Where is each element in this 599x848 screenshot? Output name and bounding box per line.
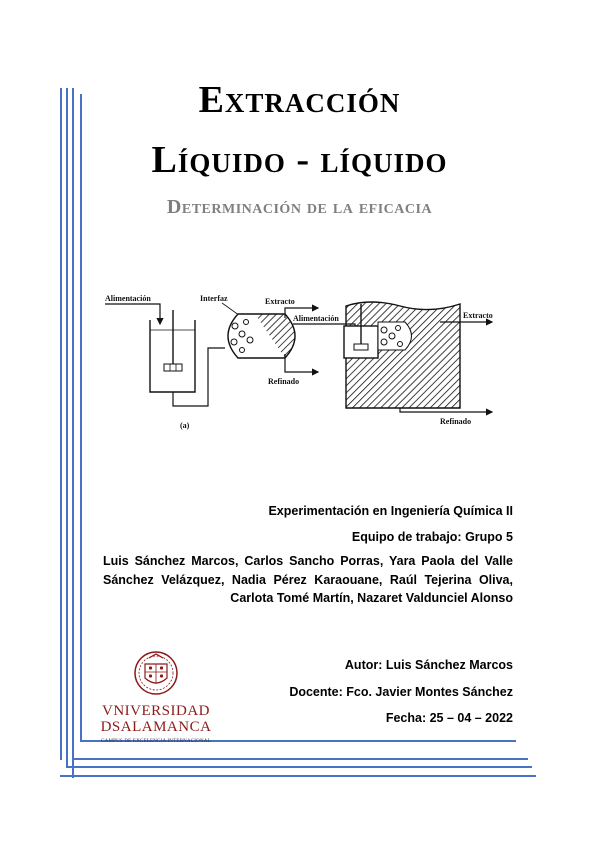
page-subtitle: Determinación de la eficacia [166,196,433,218]
diagram-label: Alimentación [293,314,339,323]
column-panel [293,302,493,426]
university-logo [97,648,215,744]
frame-line [60,775,536,777]
mixer-settler-panel [105,294,318,430]
course-name: Experimentación en Ingeniería Química II [268,504,513,518]
frame-line [72,88,74,778]
frame-line [60,88,62,760]
author-label: Autor: Luis Sánchez Marcos [344,658,513,672]
diagram-label: Refinado [440,417,472,426]
diagram-label: Refinado [268,377,300,386]
frame-line [72,758,528,760]
frame-line [80,94,82,740]
diagram-label: (a) [180,421,190,430]
page-title: Extracción [198,79,401,121]
frame-line [66,88,68,768]
university-tagline: CAMPUS DE EXCELENCIA INTERNACIONAL [101,739,211,744]
extraction-diagram [100,292,500,432]
frame-line [66,766,532,768]
university-name [97,703,215,735]
university-name-line1: VNIVERSIDAD [102,703,210,719]
diagram-label: Interfaz [200,294,228,303]
diagram-label: Extracto [463,311,493,320]
date-label: Fecha: 25 – 04 – 2022 [385,711,513,725]
university-seal-icon [133,648,179,698]
teacher-label: Docente: Fco. Javier Montes Sánchez [289,685,513,699]
diagram-label: Alimentación [105,294,151,303]
page-title-line2: Líquido - líquido [151,139,448,181]
team-members: Luis Sánchez Marcos, Carlos Sancho Porras, Yara Paola del Valle Sánchez Velázquez, Nadia Pérez Karaouane, Raúl Tejerina Oliva, Carlota Tomé Martín, Nazaret Valdunciel Alonso [103,554,513,605]
diagram-label: Extracto [265,297,295,306]
team-label: Equipo de trabajo: Grupo 5 [351,530,513,544]
university-name-line2: DSALAMANCA [100,719,212,735]
